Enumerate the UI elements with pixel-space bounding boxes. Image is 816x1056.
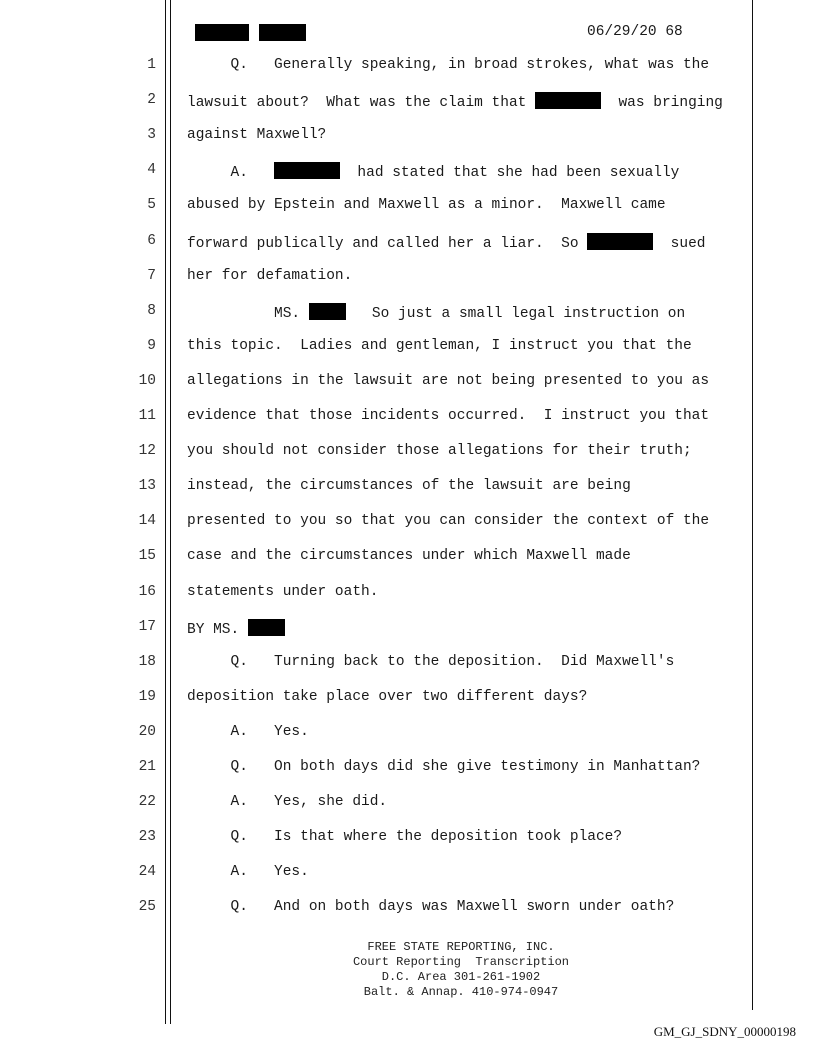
line-text-segment: this topic. Ladies and gentleman, I instruct you that the [187, 337, 692, 354]
reporter-footer [170, 940, 752, 1000]
line-number: 9 [147, 337, 156, 354]
footer-balt-phone: Balt. & Annap. 410-974-0947 [363, 985, 559, 999]
line-text [187, 513, 709, 529]
line-text [187, 829, 622, 845]
line-number: 17 [138, 618, 156, 635]
transcript-line [0, 303, 816, 323]
line-text-segment: A. Yes. [187, 723, 309, 740]
line-number: 19 [138, 688, 156, 705]
redaction-block [195, 24, 249, 41]
line-text-segment: BY MS. [187, 621, 248, 638]
line-text [187, 899, 674, 915]
line-text-segment: instead, the circumstances of the lawsuit are being [187, 478, 631, 495]
line-text [187, 619, 285, 638]
transcript-line [0, 724, 816, 744]
line-text [187, 794, 387, 810]
line-number: 6 [147, 232, 156, 249]
line-number: 23 [138, 829, 156, 846]
line-text-segment: A. Yes, she did. [187, 794, 388, 811]
transcript-line [0, 92, 816, 112]
line-number: 2 [147, 92, 156, 109]
line-number: 4 [147, 162, 156, 179]
line-text-segment: A. Yes. [187, 864, 309, 881]
redaction-block [274, 162, 340, 179]
transcript-line [0, 794, 816, 814]
transcript-line [0, 197, 816, 217]
line-number: 24 [138, 864, 156, 881]
line-text [187, 759, 700, 775]
line-text [187, 478, 631, 494]
footer-company: FREE STATE REPORTING, INC. [367, 940, 555, 954]
transcript-line [0, 408, 816, 428]
transcript-line [0, 338, 816, 358]
redaction-block [259, 24, 306, 41]
line-number: 15 [138, 548, 156, 565]
line-text-segment: her for defamation. [187, 267, 353, 284]
line-text [187, 724, 309, 740]
transcript-line [0, 233, 816, 253]
page-header [0, 22, 816, 44]
line-text [187, 92, 723, 111]
line-text-segment: Q. Generally speaking, in broad strokes, what was the [187, 57, 710, 73]
line-text [187, 303, 685, 322]
line-text-segment: Q. On both days did she give testimony in Manhattan? [187, 759, 701, 775]
line-text [187, 373, 709, 389]
line-number: 8 [147, 302, 156, 319]
line-text-segment: was bringing [601, 95, 723, 112]
line-text [187, 268, 352, 284]
redaction-block [248, 619, 285, 636]
line-text-segment: Q. Is that where the deposition took place? [187, 829, 623, 846]
line-text-segment: case and the circumstances under which Maxwell made [187, 548, 631, 565]
line-number: 18 [138, 653, 156, 670]
redaction-block [535, 92, 601, 109]
line-text [187, 689, 587, 705]
line-number: 25 [138, 899, 156, 916]
transcript-line [0, 373, 816, 393]
footer-dc-phone: D.C. Area 301-261-1902 [381, 970, 541, 984]
header-date: 06/29/20 [587, 24, 657, 40]
right-margin-rule [752, 0, 753, 1010]
line-number: 21 [138, 759, 156, 775]
line-text [187, 408, 709, 424]
line-text [187, 338, 692, 354]
line-number: 7 [147, 267, 156, 284]
transcript-line [0, 443, 816, 463]
line-text-segment: abused by Epstein and Maxwell as a minor. Maxwell came [187, 197, 666, 214]
transcript-line [0, 513, 816, 533]
line-text [187, 654, 674, 670]
redaction-block [587, 233, 653, 250]
line-text-segment: allegations in the lawsuit are not being presented to you as [187, 372, 710, 389]
line-number: 22 [138, 794, 156, 811]
header-date-page [587, 24, 683, 40]
line-text [187, 443, 692, 459]
line-text [187, 864, 309, 880]
transcript-line [0, 268, 816, 288]
line-text [187, 584, 378, 600]
line-text [187, 197, 666, 213]
transcript-line [0, 162, 816, 182]
line-text-segment: deposition take place over two different days? [187, 688, 588, 705]
line-text-segment: Q. Turning back to the deposition. Did Maxwell's [187, 653, 675, 670]
line-number: 20 [138, 723, 156, 740]
transcript-line [0, 584, 816, 604]
line-number: 1 [147, 57, 156, 73]
line-text-segment: lawsuit about? What was the claim that [187, 95, 536, 112]
transcript-line [0, 654, 816, 674]
bates-number: GM_GJ_SDNY_00000198 [653, 1024, 796, 1039]
transcript-line [0, 864, 816, 884]
transcript-line [0, 619, 816, 639]
page-number: 68 [665, 24, 683, 40]
transcript-line [0, 689, 816, 709]
line-text-segment: So just a small legal instruction on [345, 305, 686, 322]
line-text [187, 57, 709, 73]
transcript-line [0, 548, 816, 568]
line-number: 3 [147, 127, 156, 144]
line-text-segment: sued [653, 235, 706, 252]
transcript-line [0, 899, 816, 919]
line-text-segment: forward publically and called her a liar. So [187, 235, 588, 252]
line-number: 13 [138, 478, 156, 495]
line-text-segment: evidence that those incidents occurred. I instruct you that [187, 408, 710, 424]
line-number: 10 [138, 372, 156, 389]
footer-service: Court Reporting Transcription [352, 955, 570, 969]
line-text-segment: presented to you so that you can consider the context of the [187, 513, 710, 530]
line-text-segment: MS. [187, 305, 309, 322]
line-text [187, 162, 679, 181]
line-text [187, 548, 631, 564]
line-number: 16 [138, 583, 156, 600]
transcript-line [0, 478, 816, 498]
transcript-line [0, 829, 816, 849]
line-number: 12 [138, 443, 156, 460]
line-text [187, 233, 705, 252]
line-text-segment: A. [187, 165, 275, 182]
line-text-segment: you should not consider those allegations for their truth; [187, 443, 692, 460]
line-text-segment: Q. And on both days was Maxwell sworn under oath? [187, 899, 675, 916]
transcript-line [0, 127, 816, 147]
line-text-segment: statements under oath. [187, 583, 379, 600]
transcript-line [0, 759, 816, 779]
transcript-line [0, 57, 816, 77]
line-text-segment: had stated that she had been sexually [340, 165, 680, 182]
line-number: 5 [147, 197, 156, 214]
line-number: 14 [138, 513, 156, 530]
line-text-segment: against Maxwell? [187, 127, 327, 144]
line-text [187, 127, 326, 143]
redaction-block [309, 303, 346, 320]
line-number: 11 [138, 408, 156, 424]
